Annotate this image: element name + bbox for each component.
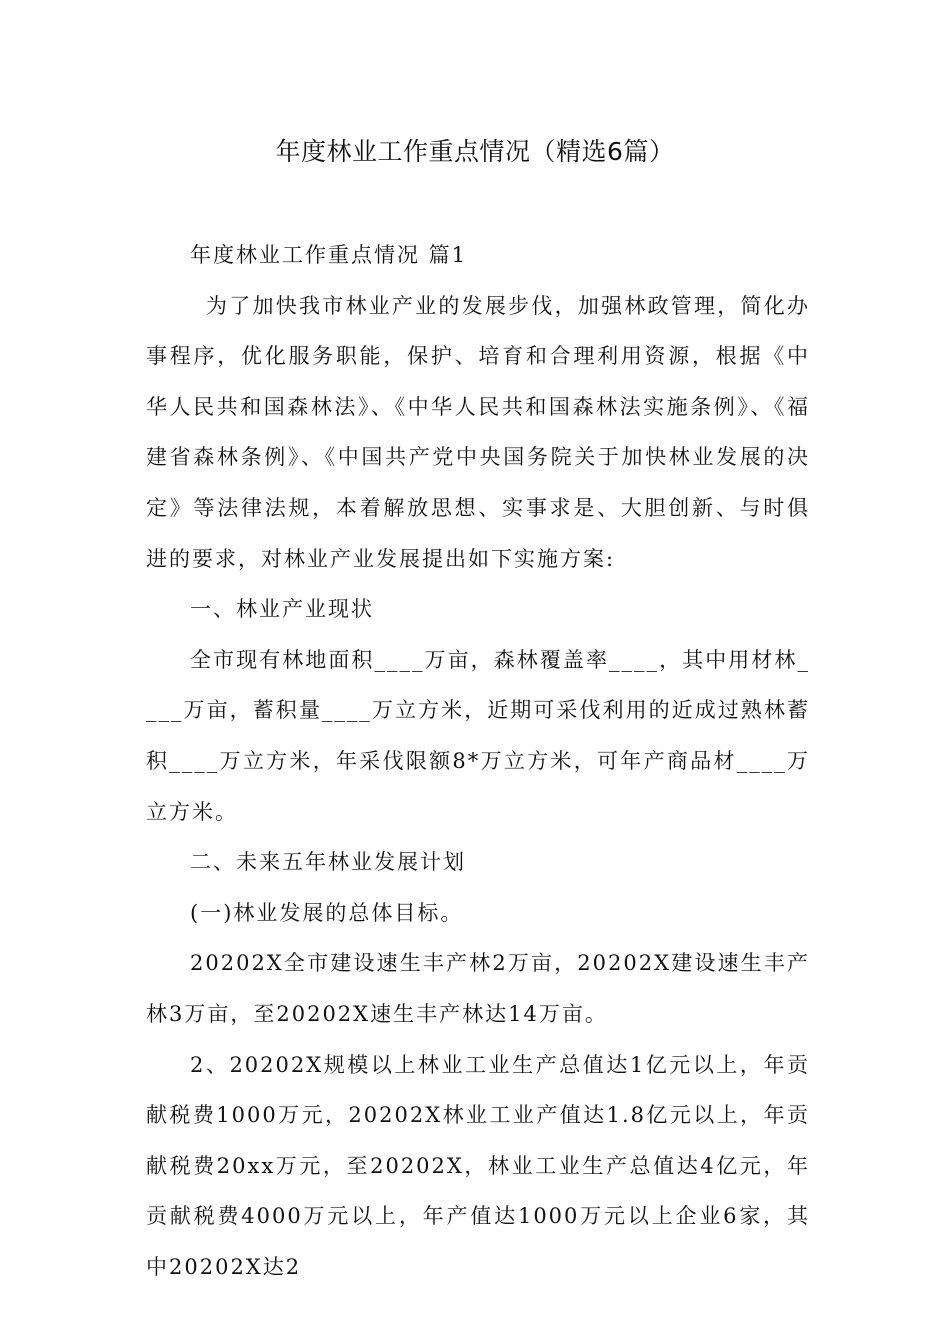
body-paragraph: 20202X全市建设速生丰产林2万亩，20202X建设速生丰产林3万亩，至20202X速生丰产林达14万亩。 bbox=[146, 951, 810, 1026]
section-heading: 年度林业工作重点情况 篇1 bbox=[190, 243, 468, 267]
body-paragraph: 为了加快我市林业产业的发展步伐，加强林政管理，简化办事程序，优化服务职能，保护、培育和合理利用资源，根据《中华人民共和国森林法》、《中华人民共和国森林法实施条例》、《福建省森林条例》、《中国共产党中央国务院关于加快林业发展的决定》等法律法规，本着解放思想、实事求是、大胆创新、与时俱进的要求，对林业产业发展提出如下实施方案: bbox=[146, 293, 810, 571]
section-heading: 二、未来五年林业发展计划 bbox=[190, 850, 466, 875]
document-title: 年度林业工作重点情况（精选6篇） bbox=[275, 137, 675, 166]
section-heading: 一、林业产业现状 bbox=[190, 597, 374, 622]
body-paragraph: 2、20202X规模以上林业工业生产总值达1亿元以上，年贡献税费1000万元，20202X林业工业产值达1.8亿元以上，年贡献税费20xx万元，至20202X，林业工业生产总值达4亿元，年贡献税费4000万元以上，年产值达1000万元以上企业6家，其中20202X达2 bbox=[146, 1052, 810, 1279]
subsection-heading: (一)林业发展的总体目标。 bbox=[190, 900, 464, 925]
body-paragraph: 全市现有林地面积____万亩，森林覆盖率____，其中用材林____万亩，蓄积量____万立方米，近期可采伐利用的近成过熟林蓄积____万立方米，年采伐限额8*万立方米，可年产商品材____万立方米。 bbox=[146, 647, 810, 824]
document-body bbox=[146, 230, 810, 1292]
